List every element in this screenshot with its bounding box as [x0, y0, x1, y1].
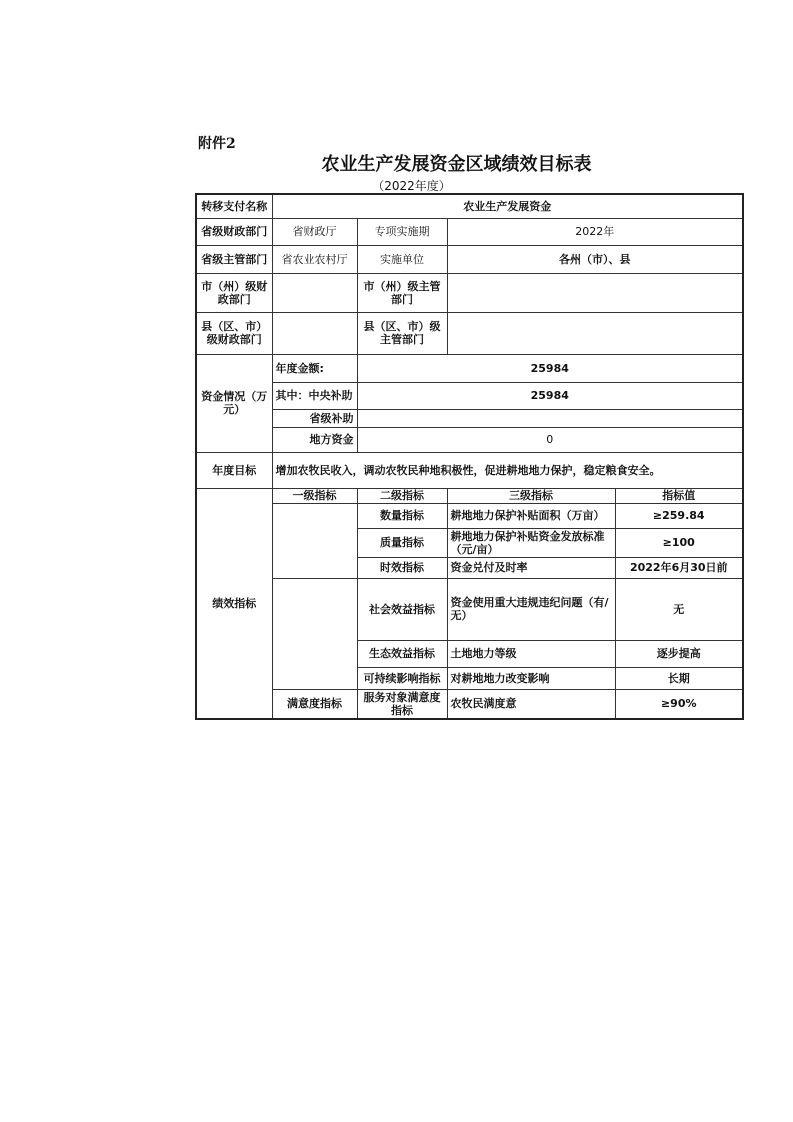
- value-cell: 无: [615, 578, 743, 640]
- annual-amount-value: 25984: [357, 354, 743, 382]
- local-funds-value: 0: [357, 427, 743, 452]
- local-funds-label: 地方资金: [272, 427, 357, 452]
- page-title: 农业生产发展资金区域绩效目标表: [321, 154, 592, 175]
- value-cell: 逐步提高: [615, 640, 743, 667]
- value-cell: ≥259.84: [615, 503, 743, 528]
- value-cell: ≥100: [615, 528, 743, 557]
- level3-cell: 土地地力等级: [447, 640, 615, 667]
- annual-goal-text: 增加农牧民收入，调动农牧民种地积极性，促进耕地地力保护，稳定粮食安全。: [272, 452, 743, 488]
- level1-blank-b: [272, 578, 357, 689]
- value-cell: ≥90%: [615, 689, 743, 719]
- level3-cell: 耕地地力保护补贴面积（万亩）: [447, 503, 615, 528]
- indicator-row: [196, 503, 743, 528]
- table-row: [196, 452, 743, 488]
- level1-cell: 满意度指标: [272, 689, 357, 719]
- city-finance-label: 市（州）级财政部门: [196, 273, 272, 312]
- transfer-name-label: 转移支付名称: [196, 194, 272, 218]
- table-row: [196, 312, 743, 354]
- level2-cell: 数量指标: [357, 503, 447, 528]
- level1-blank-a: [272, 503, 357, 578]
- header-value: 指标值: [615, 488, 743, 503]
- period-value: 2022年: [447, 218, 743, 245]
- county-admin-label: 县（区、市）级主管部门: [357, 312, 447, 354]
- indicator-row: [196, 689, 743, 719]
- prov-finance-value: 省财政厅: [272, 218, 357, 245]
- city-admin-value: [447, 273, 743, 312]
- value-cell: 长期: [615, 667, 743, 689]
- annual-goal-label: 年度目标: [196, 452, 272, 488]
- table-row: [196, 194, 743, 218]
- level3-cell: 资金使用重大违规违纪问题（有/无）: [447, 578, 615, 640]
- prov-finance-label: 省级财政部门: [196, 218, 272, 245]
- level2-cell: 社会效益指标: [357, 578, 447, 640]
- county-finance-label: 县（区、市）级财政部门: [196, 312, 272, 354]
- prov-admin-value: 省农业农村厅: [272, 245, 357, 273]
- county-finance-value: [272, 312, 357, 354]
- level2-cell: 服务对象满意度指标: [357, 689, 447, 719]
- period-label: 专项实施期: [357, 218, 447, 245]
- county-admin-value: [447, 312, 743, 354]
- indicator-header-row: [196, 488, 743, 503]
- level2-cell: 质量指标: [357, 528, 447, 557]
- provincial-subsidy-label: 省级补助: [272, 409, 357, 427]
- table-row: [196, 245, 743, 273]
- funds-label: 资金情况（万元）: [196, 354, 272, 452]
- table-row: [196, 409, 743, 427]
- table-row: [196, 382, 743, 409]
- table-row: [196, 273, 743, 312]
- provincial-subsidy-value: [357, 409, 743, 427]
- level3-cell: 农牧民满度意: [447, 689, 615, 719]
- level3-cell: 对耕地地力改变影响: [447, 667, 615, 689]
- table-row: [196, 427, 743, 452]
- header-level2: 二级指标: [357, 488, 447, 503]
- central-subsidy-label: 其中：中央补助: [272, 382, 357, 409]
- attachment-label: 附件2: [198, 136, 236, 152]
- table-row: [196, 218, 743, 245]
- level2-cell: 生态效益指标: [357, 640, 447, 667]
- annual-amount-label: 年度金额:: [272, 354, 357, 382]
- impl-unit-label: 实施单位: [357, 245, 447, 273]
- level3-cell: 耕地地力保护补贴资金发放标准（元/亩）: [447, 528, 615, 557]
- performance-target-table: [195, 193, 744, 720]
- page-subtitle: （2022年度）: [372, 179, 451, 193]
- value-cell: 2022年6月30日前: [615, 557, 743, 578]
- level2-cell: 时效指标: [357, 557, 447, 578]
- indicator-row: [196, 578, 743, 640]
- impl-unit-value: 各州（市）、县: [447, 245, 743, 273]
- level2-cell: 可持续影响指标: [357, 667, 447, 689]
- transfer-name-value: 农业生产发展资金: [272, 194, 743, 218]
- central-subsidy-value: 25984: [357, 382, 743, 409]
- level3-cell: 资金兑付及时率: [447, 557, 615, 578]
- city-admin-label: 市（州）级主管部门: [357, 273, 447, 312]
- indicators-label: 绩效指标: [196, 488, 272, 719]
- header-level3: 三级指标: [447, 488, 615, 503]
- prov-admin-label: 省级主管部门: [196, 245, 272, 273]
- table-row: [196, 354, 743, 382]
- city-finance-value: [272, 273, 357, 312]
- header-level1: 一级指标: [272, 488, 357, 503]
